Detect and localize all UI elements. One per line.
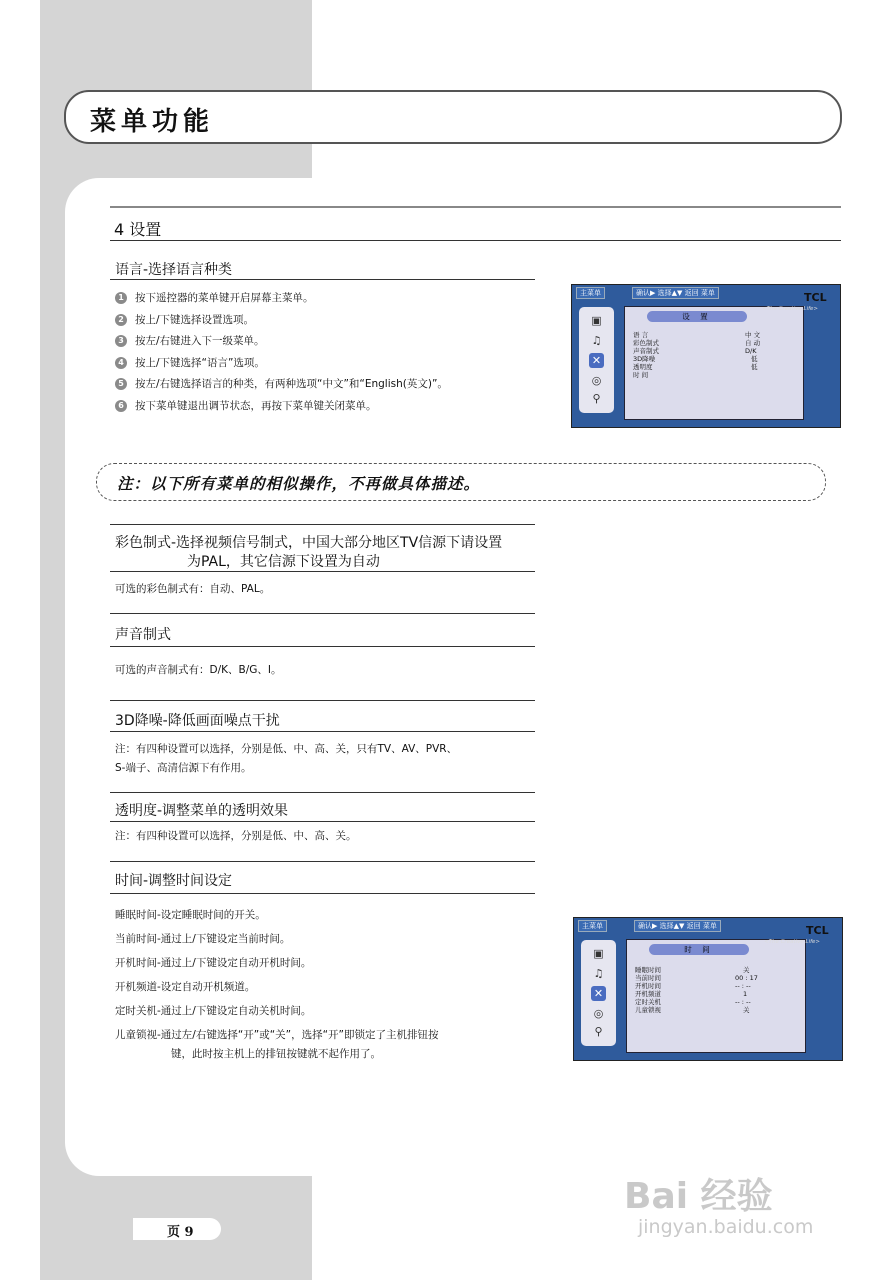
sound-icon: ♫ xyxy=(591,334,602,347)
time-title: 时间-调整时间设定 xyxy=(115,873,233,889)
osd-row-label: 开机时间 xyxy=(635,982,661,990)
osd-settings-screenshot xyxy=(571,284,841,428)
step-text: 按下遥控器的菜单键开启屏幕主菜单。 xyxy=(135,292,314,304)
baidu-watermark-logo: Bai 经验 xyxy=(624,1176,773,1217)
list-item xyxy=(115,290,448,312)
time-item: 睡眠时间-设定睡眠时间的开关。 xyxy=(115,909,266,921)
list-item xyxy=(115,312,448,334)
time-item: 当前时间-通过上/下键设定当前时间。 xyxy=(115,933,291,945)
osd-sidebar xyxy=(581,940,616,1046)
sound-system-title: 声音制式 xyxy=(115,627,171,643)
osd-row-label: 定时关机 xyxy=(635,998,661,1006)
step-text: 按左/右键进入下一级菜单。 xyxy=(135,335,265,347)
clock-icon: ◎ xyxy=(593,1007,604,1020)
page-number: 页 9 xyxy=(167,1225,194,1240)
time-item: 儿童锁视-通过左/右键选择“开”或“关”，选择“开”即锁定了主机排钮按 xyxy=(115,1029,439,1041)
osd-row-value: D/K xyxy=(745,347,757,355)
osd-tab-help: 确认▶ 选择▲▼ 返回 菜单 xyxy=(632,287,719,299)
osd-row-label: 透明度 xyxy=(633,363,653,371)
step-text: 按上/下键选择“语言”选项。 xyxy=(135,356,265,369)
step-text: 按下菜单键退出调节状态，再按下菜单键关闭菜单。 xyxy=(135,399,377,412)
clock-icon: ◎ xyxy=(591,374,602,387)
osd-row-value: 中 文 xyxy=(745,331,761,339)
step-number-2: 2 xyxy=(115,314,127,326)
step-text: 按左/右键选择语言的种类，有两种选项“中文”和“English(英文)”。 xyxy=(135,378,448,390)
osd-row-label: 时 间 xyxy=(633,371,649,379)
language-title: 语言-选择语言种类 xyxy=(115,262,233,278)
osd-sidebar xyxy=(579,307,614,413)
header-title-box xyxy=(64,90,842,144)
step-number-4: 4 xyxy=(115,357,127,369)
color-bottom-rule xyxy=(110,571,535,572)
note-text: 注：以下所有菜单的相似操作，不再做具体描述。 xyxy=(117,474,481,493)
osd-row-value: 00 : 17 xyxy=(735,974,758,982)
sound-icon: ♫ xyxy=(593,967,604,980)
sound-system-body: 可选的声音制式有：D/K、B/G、I。 xyxy=(115,664,282,676)
osd-row-value: 低 xyxy=(751,355,758,363)
time-top-rule xyxy=(110,861,535,862)
noise-title: 3D降噪-降低画面噪点干扰 xyxy=(115,713,280,729)
baidu-watermark-url: jingyan.baidu.com xyxy=(638,1216,814,1238)
osd-row-value: 关 xyxy=(743,1006,750,1014)
transparency-top-rule xyxy=(110,792,535,793)
osd-row-label: 声音制式 xyxy=(633,347,659,355)
osd-row-value: 1 xyxy=(743,990,748,998)
osd-row-label: 语 言 xyxy=(633,331,649,339)
language-rule xyxy=(110,279,535,280)
page-title: 菜单功能 xyxy=(90,107,215,137)
noise-body-2: S-端子、高清信源下有作用。 xyxy=(115,762,252,774)
noise-body-1: 注：有四种设置可以选择，分别是低、中、高、关，只有TV、AV、PVR、 xyxy=(115,743,458,755)
tools-icon: ✕ xyxy=(591,986,606,1001)
sound-bottom-rule xyxy=(110,646,535,647)
tcl-tagline: <The Creative Life> xyxy=(762,306,819,312)
osd-time-screenshot xyxy=(573,917,843,1061)
language-steps xyxy=(115,290,448,419)
step-number-5: 5 xyxy=(115,378,127,390)
osd-row-label: 彩色制式 xyxy=(633,339,659,347)
list-item xyxy=(115,398,448,420)
tcl-logo: TCL xyxy=(806,924,829,937)
osd-row-value: 关 xyxy=(743,966,750,974)
color-system-title-2: 为PAL，其它信源下设置为自动 xyxy=(187,554,380,570)
tcl-tagline: <The Creative Life> xyxy=(764,939,821,945)
osd-row-value: 自 动 xyxy=(745,339,761,347)
search-icon: ⚲ xyxy=(594,1025,603,1038)
osd-tab-main: 主菜单 xyxy=(578,920,607,932)
transparency-body: 注：有四种设置可以选择，分别是低、中、高、关。 xyxy=(115,830,357,842)
osd-tab-main: 主菜单 xyxy=(576,287,605,299)
sound-top-rule xyxy=(110,613,535,614)
time-bottom-rule xyxy=(110,893,535,894)
tcl-logo: TCL xyxy=(804,291,827,304)
section-bottom-rule xyxy=(110,240,841,241)
page-number-box xyxy=(133,1218,221,1240)
time-item: 定时关机-通过上/下键设定自动关机时间。 xyxy=(115,1005,312,1017)
step-number-6: 6 xyxy=(115,400,127,412)
step-number-3: 3 xyxy=(115,335,127,347)
note-box xyxy=(96,463,826,501)
osd-panel xyxy=(626,939,806,1053)
step-number-1: 1 xyxy=(115,292,127,304)
color-system-body: 可选的彩色制式有：自动、PAL。 xyxy=(115,583,271,595)
osd-heading: 时 间 xyxy=(649,944,749,955)
noise-top-rule xyxy=(110,700,535,701)
osd-row-label: 睡眠时间 xyxy=(635,966,661,974)
osd-heading: 设 置 xyxy=(647,311,747,322)
list-item xyxy=(115,376,448,398)
osd-row-label: 3D降噪 xyxy=(633,355,656,363)
transparency-title: 透明度-调整菜单的透明效果 xyxy=(115,803,289,819)
osd-row-value: -- : -- xyxy=(735,998,751,1006)
osd-panel xyxy=(624,306,804,420)
osd-row-label: 儿童锁视 xyxy=(635,1006,661,1014)
noise-bottom-rule xyxy=(110,731,535,732)
color-system-title-1: 彩色制式-选择视频信号制式，中国大部分地区TV信源下请设置 xyxy=(115,535,503,551)
list-item xyxy=(115,333,448,355)
transparency-bottom-rule xyxy=(110,821,535,822)
section-title: 4 设置 xyxy=(114,220,162,239)
picture-icon: ▣ xyxy=(591,314,602,327)
osd-row-label: 当前时间 xyxy=(635,974,661,982)
step-text: 按上/下键选择设置选项。 xyxy=(135,313,255,326)
section-top-rule xyxy=(110,206,841,208)
time-item: 开机频道-设定自动开机频道。 xyxy=(115,981,256,993)
osd-tab-help: 确认▶ 选择▲▼ 返回 菜单 xyxy=(634,920,721,932)
osd-row-label: 开机频道 xyxy=(635,990,661,998)
color-top-rule xyxy=(110,524,535,525)
tools-icon: ✕ xyxy=(589,353,604,368)
list-item xyxy=(115,355,448,377)
osd-row-value: -- : -- xyxy=(735,982,751,990)
time-item-continuation: 键，此时按主机上的排钮按键就不起作用了。 xyxy=(171,1048,381,1060)
picture-icon: ▣ xyxy=(593,947,604,960)
osd-row-value: 低 xyxy=(751,363,758,371)
time-item: 开机时间-通过上/下键设定自动开机时间。 xyxy=(115,957,312,969)
search-icon: ⚲ xyxy=(592,392,601,405)
